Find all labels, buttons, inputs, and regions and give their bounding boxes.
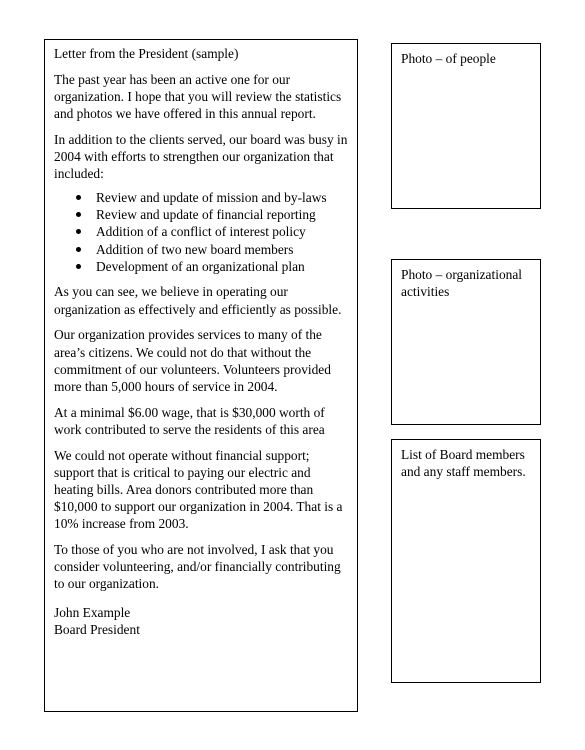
letter-paragraph-support: We could not operate without financial support; support that is critical to paying our electric and heating bills. Area donors contributed more than $10,000 to support our organization in 2004. That is a 10% increase from 2003. xyxy=(54,447,343,532)
list-item-text: Review and update of mission and by-laws xyxy=(96,189,327,205)
photo-activities-label: Photo – organizational activities xyxy=(401,267,522,300)
signature-name: John Example xyxy=(54,604,131,620)
photo-activities-placeholder xyxy=(391,259,541,425)
photo-people-label: Photo – of people xyxy=(401,51,496,66)
bullet-icon xyxy=(76,229,81,234)
list-item xyxy=(72,206,348,223)
bullet-icon xyxy=(76,247,81,252)
list-item xyxy=(72,189,348,206)
list-item-text: Addition of two new board members xyxy=(96,241,294,257)
list-item-text: Review and update of financial reporting xyxy=(96,207,316,223)
list-item xyxy=(72,241,348,258)
letter-paragraph-board: In addition to the clients served, our board was busy in 2004 with efforts to strengthen our organization that included: xyxy=(54,131,348,182)
list-item xyxy=(72,223,348,240)
letter-paragraph-closing: To those of you who are not involved, I ask that you consider volunteering, and/or financially contributing to our organization. xyxy=(54,542,341,592)
letter-paragraph-wage: At a minimal $6.00 wage, that is $30,000 worth of work contributed to serve the residents of this area xyxy=(54,404,325,437)
board-members-label: List of Board members and any staff members. xyxy=(401,447,526,480)
list-item-text: Development of an organizational plan xyxy=(96,258,305,274)
signature-block xyxy=(54,604,348,638)
list-item-text: Addition of a conflict of interest policy xyxy=(96,224,306,240)
bullet-icon xyxy=(76,195,81,200)
board-members-placeholder xyxy=(391,439,541,683)
letter-title: Letter from the President (sample) xyxy=(54,46,239,61)
letter-paragraph-volunteers: Our organization provides services to many of the area’s citizens. We could not do that without the commitment of our volunteers. Volunteers provided more than 5,000 hours of service in 2004. xyxy=(54,327,331,394)
list-item xyxy=(72,258,348,275)
letter-paragraph-intro: The past year has been an active one for our organization. I hope that you will review the statistics and photos we have offered in this annual report. xyxy=(54,71,342,122)
signature-title: Board President xyxy=(54,621,140,637)
letter-paragraph-effective: As you can see, we believe in operating our organization as effectively and efficiently as possible. xyxy=(54,284,342,317)
bullet-icon xyxy=(76,264,81,269)
board-efforts-list xyxy=(54,189,348,275)
bullet-icon xyxy=(76,212,81,217)
photo-people-placeholder xyxy=(391,43,541,209)
president-letter-box xyxy=(44,39,358,712)
